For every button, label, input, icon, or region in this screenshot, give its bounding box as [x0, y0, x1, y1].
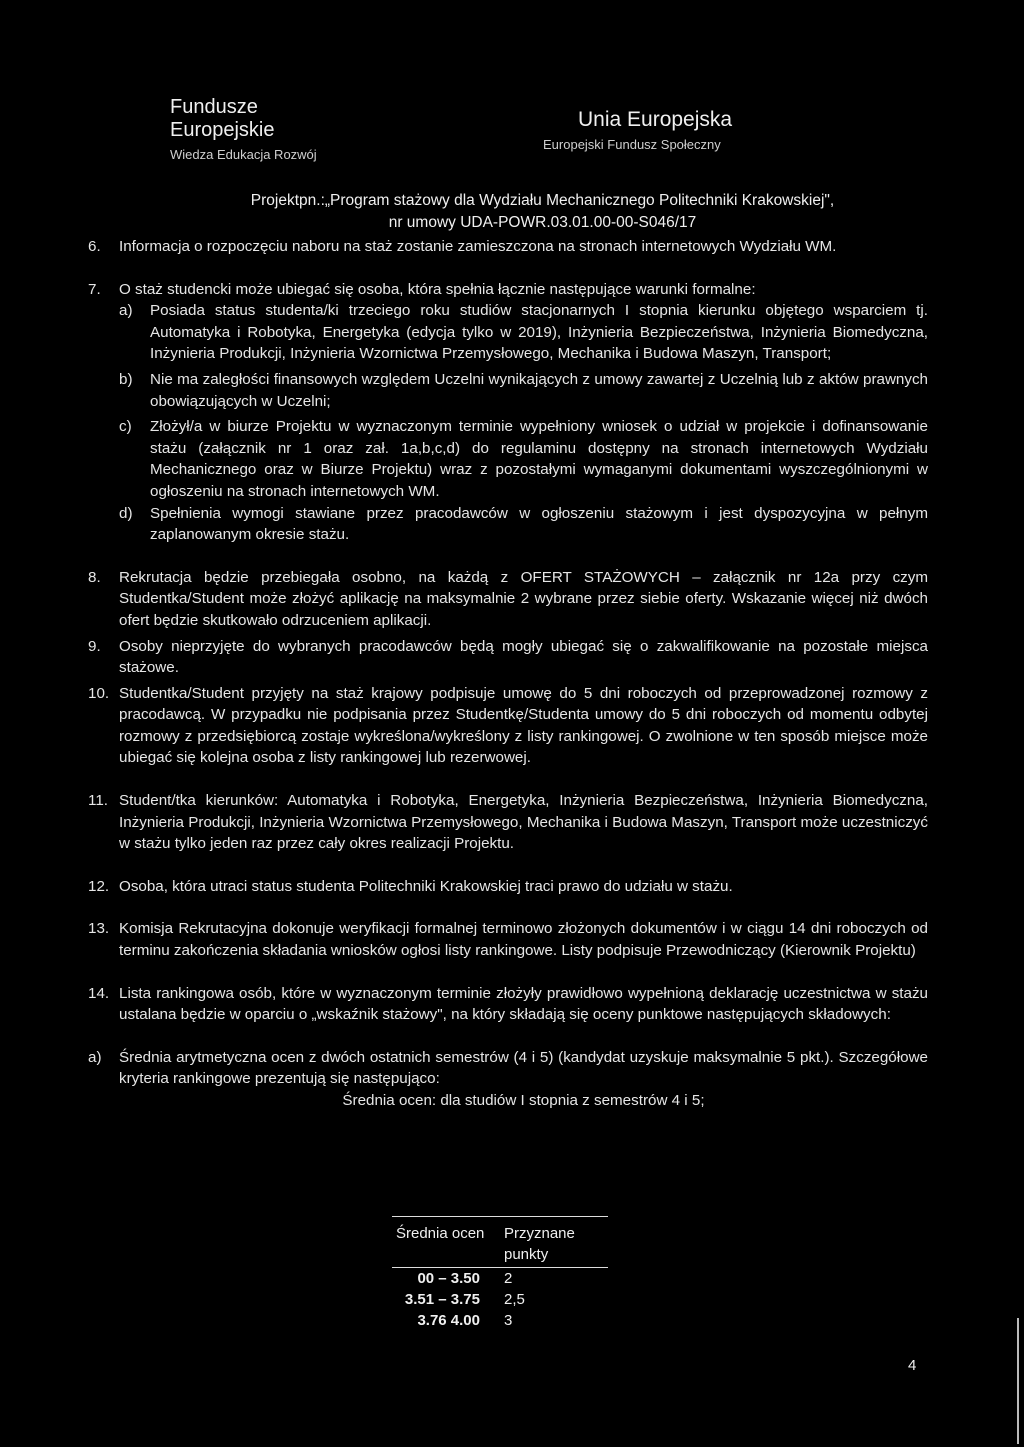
table-cell-points: 3 [504, 1312, 513, 1329]
unia-europejska-logo-subtitle: Europejski Fundusz Społeczny [543, 137, 721, 152]
table-header-average: Średnia ocen [392, 1217, 500, 1268]
list-item [88, 790, 928, 855]
item-number: 10. [88, 684, 110, 702]
item-text: Studentka/Student przyjęty na staż krajowy podpisuje umowę do 5 dni roboczych od przeprowadzonej rozmowy z pracodawcą. W przypadku nie podpisania przez Studentkę/Studenta umowy do 5 dni roboczych od momentu odbytej rozmowy z przedsiębiorcą zostaje wykreślona/wykreślony z listy rankingowej. O zwolnione w ten sposób miejsce może ubiegać się kolejna osoba z listy rankingowej lub rezerwowej. [119, 684, 928, 767]
project-header [120, 190, 965, 234]
sub-item-text: Posiada status studenta/ki trzeciego roku studiów stacjonarnych I stopnia kierunku objętego wsparciem tj. Automatyka i Robotyka, Energetyka (edycja tylko w 2019), Inżynieria Bezpieczeństwa, Inżynieria Biomedyczna, Inżynieria Produkcji, Inżynieria Wzornictwa Przemysłowego, Mechanika i Budowa Maszyn, Transport; [150, 302, 928, 363]
sub-item-text: Złożył/a w biurze Projektu w wyznaczonym terminie wypełniony wniosek o udział w projekcie i dofinansowanie stażu (załącznik nr 1 oraz zał. 1a,b,c,d) do regulaminu dostępny na stronach internetowych Wydziału Mechanicznego oraz w Biurze Projektu) wraz z pozostałymi wymaganymi dokumentami wyszczególnionymi w ogłoszeniu na stronach internetowych WM. [150, 418, 928, 500]
ranking-table [392, 1216, 608, 1331]
item-text: O staż studencki może ubiegać się osoba, która spełnia łącznie następujące warunki formalne: [119, 280, 756, 298]
list-item [88, 876, 928, 898]
project-title: Projektpn.:„Program stażowy dla Wydziału Mechanicznego Politechniki Krakowskiej", [250, 192, 835, 209]
item-number: 12. [88, 877, 110, 895]
list-item [88, 236, 928, 258]
list-item [88, 567, 928, 632]
list-item [88, 983, 928, 1112]
sub-item-letter: a) [88, 1048, 102, 1066]
table-row [392, 1268, 608, 1290]
table-cell-range: 3.51 – 3.75 [404, 1291, 480, 1308]
list-item [88, 683, 928, 769]
sub-item-letter: b) [119, 370, 133, 388]
item-text: Komisja Rekrutacyjna dokonuje weryfikacji formalnej terminowo złożonych dokumentów i w ciągu 14 dni roboczych od terminu zakończenia składania wniosków ogłosi listy rankingowe. Listy podpisuje Przewodniczący (Kierownik Projektu) [119, 920, 928, 960]
sub-item [88, 1047, 928, 1090]
page-number: 4 [908, 1357, 917, 1374]
list-item [88, 636, 928, 679]
document-body [88, 236, 928, 1112]
sub-item [119, 300, 928, 365]
item-text: Student/tka kierunków: Automatyka i Robotyka, Energetyka, Inżynieria Bezpieczeństwa, Inżynieria Biomedyczna, Inżynieria Produkcji, Inżynieria Wzornictwa Przemysłowego, Mechanika i Budowa Maszyn, Transport może uczestniczyć w stażu tylko jeden raz przez cały okres realizacji Projektu. [119, 792, 928, 853]
item-text: Osoba, która utraci status studenta Politechniki Krakowskiej traci prawo do udziału w stażu. [119, 877, 733, 895]
sub-item [119, 416, 928, 502]
item-number: 8. [88, 568, 101, 586]
table-cell-points: 2 [504, 1270, 513, 1287]
item-text: Lista rankingowa osób, które w wyznaczonym terminie złożyły prawidłowo wypełnioną deklarację uczestnictwa w stażu ustalana będzie w oparciu o „wskaźnik stażowy", na który składają się oceny punktowe następujących składowych: [119, 984, 928, 1024]
sub-item [119, 503, 928, 546]
table-cell-points: 2,5 [504, 1291, 525, 1308]
list-item [88, 279, 928, 546]
project-contract-number: nr umowy UDA-POWR.03.01.00-00-S046/17 [388, 214, 697, 231]
item-text: Osoby nieprzyjęte do wybranych pracodawców będą mogły ubiegać się o zakwalifikowanie na pozostałe miejsca stażowe. [119, 637, 928, 677]
table-row [392, 1310, 608, 1331]
item-text: Rekrutacja będzie przebiegała osobno, na każdą z OFERT STAŻOWYCH – załącznik nr 12a przy czym Studentka/Student może złożyć aplikację na maksymalnie 2 wybrane przez siebie oferty. Wskazanie więcej niż dwóch ofert będzie skutkowało odrzuceniem aplikacji. [119, 568, 928, 629]
item-number: 9. [88, 637, 101, 655]
item-number: 14. [88, 984, 110, 1002]
unia-europejska-logo-title: Unia Europejska [578, 108, 733, 131]
table-cell-range: 3.76 4.00 [417, 1312, 480, 1329]
sub-item-letter: a) [119, 302, 133, 320]
sub-item-letter: c) [119, 418, 132, 436]
table-cell-range: 00 – 3.50 [417, 1270, 480, 1287]
item-number: 7. [88, 280, 101, 298]
item-number: 6. [88, 238, 101, 255]
sub-item-letter: d) [119, 504, 133, 522]
sub-item-text: Średnia arytmetyczna ocen z dwóch ostatnich semestrów (4 i 5) (kandydat uzyskuje maksymalnie 5 pkt.). Szczegółowe kryteria rankingowe prezentują się następująco: [119, 1048, 928, 1088]
sub-item-text: Spełnienia wymogi stawiane przez pracodawców w ogłoszeniu stażowym i jest dyspozycyjna w pełnym zaplanowanym okresie stażu. [150, 504, 928, 544]
table-row [392, 1289, 608, 1310]
sub-item-text: Nie ma zaległości finansowych względem Uczelni wynikających z umowy zawartej z Uczelnią lub z aktów prawnych obowiązujących w Uczelni; [150, 370, 928, 410]
sub-item [119, 369, 928, 412]
item-text: Informacja o rozpoczęciu naboru na staż zostanie zamieszczona na stronach internetowych Wydziału WM. [119, 238, 837, 255]
table-caption: Średnia ocen: dla studiów I stopnia z semestrów 4 i 5; [342, 1092, 705, 1109]
page-edge-rule [1017, 1318, 1019, 1444]
item-number: 13. [88, 920, 110, 938]
fundusze-europejskie-logo-title: Fundusze Europejskie [170, 96, 275, 141]
item-number: 11. [88, 792, 108, 810]
list-item [88, 918, 928, 961]
fundusze-europejskie-logo-subtitle: Wiedza Edukacja Rozwój [170, 147, 317, 162]
table-header-points: Przyznane punkty [500, 1217, 608, 1268]
